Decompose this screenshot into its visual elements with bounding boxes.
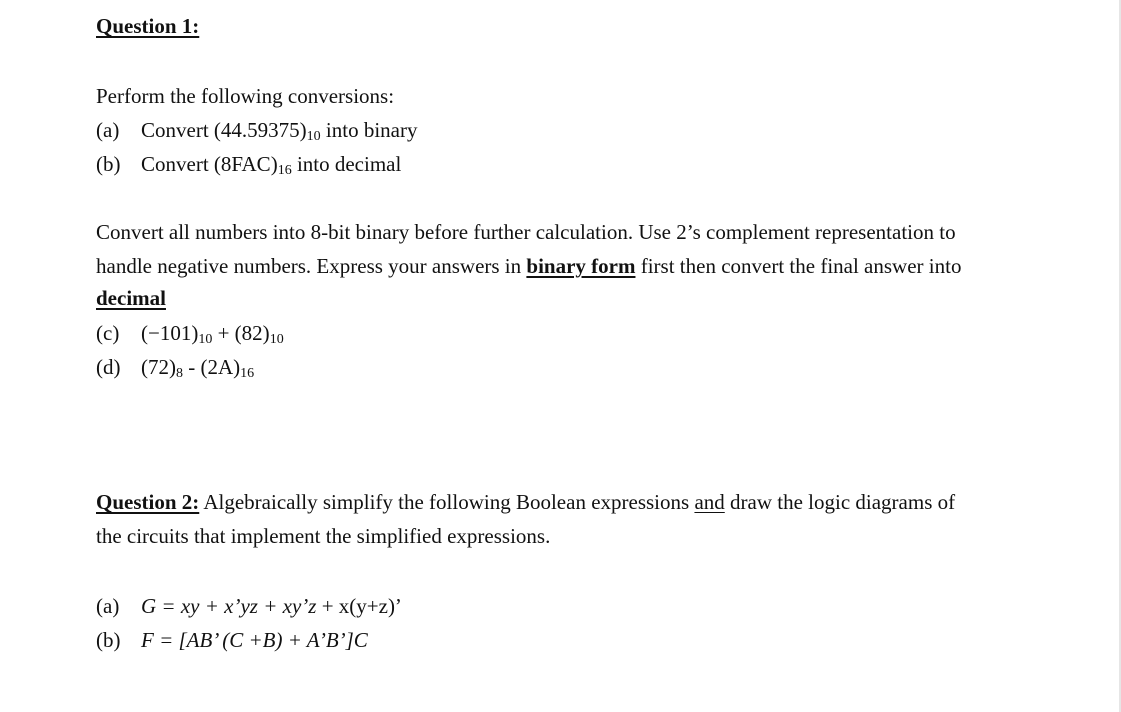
question-1-item-a (96, 118, 418, 144)
item-text-end: into decimal (291, 152, 402, 176)
item-label: (c) (96, 321, 120, 345)
operand-2-base: 16 (240, 366, 255, 381)
question-1-title: Question 1: (96, 14, 200, 38)
question-1-item-d (96, 355, 255, 381)
question-2-item-a (96, 596, 402, 617)
question-2-text-end: draw the logic diagrams of (724, 490, 956, 514)
para-text-end: first then convert the final answer into (635, 254, 962, 278)
item-label: (d) (96, 355, 121, 379)
item-text: Convert (44.59375) (141, 118, 307, 142)
question-1-intro: Perform the following conversions: (96, 84, 395, 108)
item-label: (b) (96, 628, 121, 652)
and-emphasis: and (694, 490, 725, 514)
operand-1-base: 8 (176, 366, 183, 381)
operand-2-base: 10 (269, 332, 284, 347)
operand-2: - (2A) (183, 355, 241, 379)
question-1-item-b (96, 152, 402, 178)
question-1-para-line-1: Convert all numbers into 8-bit binary before further calculation. Use 2’s complement representation to (96, 220, 956, 244)
question-1-para-line-2 (96, 256, 961, 277)
item-text-end: into binary (320, 118, 418, 142)
para-text: handle negative numbers. Express your answers in (96, 254, 527, 278)
expression: F = [AB’ (C +B) + A’B’]C (141, 628, 368, 652)
operand-2: + (82) (212, 321, 270, 345)
item-label: (a) (96, 118, 120, 142)
item-base: 10 (306, 129, 321, 144)
binary-form-emphasis: binary form (526, 254, 636, 278)
operand-1-base: 10 (198, 332, 213, 347)
item-base: 16 (277, 163, 292, 178)
decimal-emphasis: decimal (96, 286, 166, 310)
operand-1: (−101) (141, 321, 199, 345)
item-label: (a) (96, 594, 120, 618)
item-label: (b) (96, 152, 121, 176)
question-1-item-c (96, 321, 284, 347)
question-2-line-1 (96, 492, 955, 513)
item-text: Convert (8FAC) (141, 152, 278, 176)
operand-1: (72) (141, 355, 176, 379)
expression: G = xy + x’yz + xy’z (141, 594, 317, 618)
question-2-text: Algebraically simplify the following Boolean expressions (199, 490, 695, 514)
expression-rest: + x(y+z)’ (316, 594, 402, 618)
question-2-item-b (96, 630, 368, 651)
question-2-line-2: the circuits that implement the simplified expressions. (96, 524, 551, 548)
question-2-title: Question 2: (96, 490, 200, 514)
